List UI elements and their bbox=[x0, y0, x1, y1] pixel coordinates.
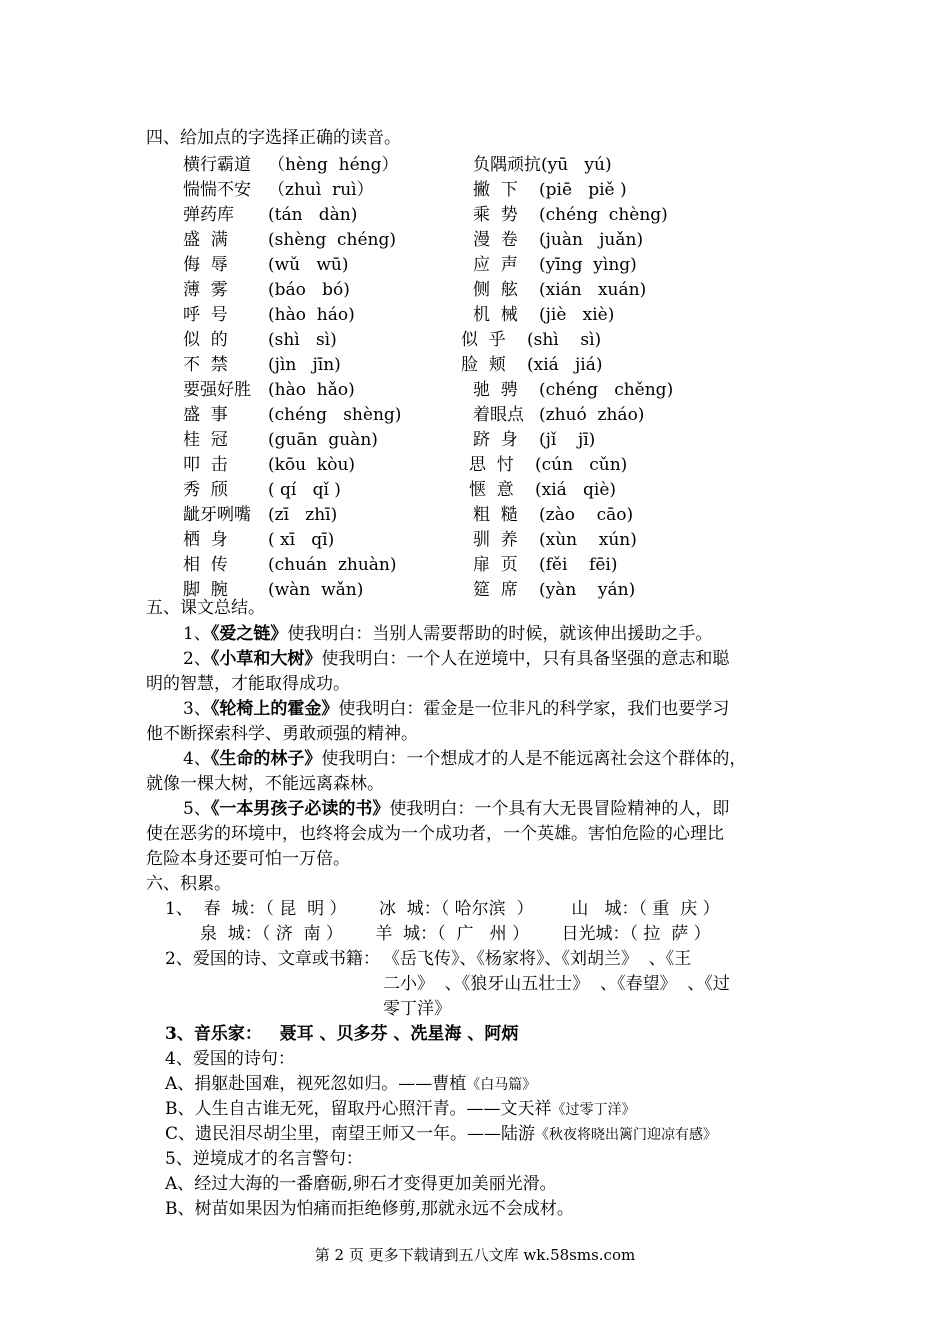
text-title: 《生命的林子》 bbox=[210, 749, 322, 769]
pronunciation-left bbox=[183, 525, 334, 550]
poem-a bbox=[165, 1072, 536, 1097]
pronunciation-left bbox=[183, 225, 396, 250]
poem-c bbox=[165, 1122, 717, 1147]
word: 呼 号 bbox=[183, 305, 228, 325]
city-nicknames-row-1: 1、 春 城：（ 昆 明 ） 冰 城：（ 哈尔滨 ） 山 城：（ 重 庆 ） bbox=[165, 899, 720, 919]
item-number: 5、 bbox=[183, 799, 211, 819]
word: 横行霸道 bbox=[183, 155, 251, 175]
pronunciation-left bbox=[183, 500, 337, 525]
item-text: 使我明白：霍金是一位非凡的科学家，我们也要学习 bbox=[338, 699, 730, 719]
word: 驰 骋 bbox=[473, 380, 518, 400]
pronunciation-right bbox=[473, 550, 617, 575]
pronunciation-right bbox=[473, 250, 637, 275]
pinyin-options: (xiá jiá) bbox=[527, 355, 603, 375]
word: 应 声 bbox=[473, 255, 518, 275]
city-nicknames-row-2: 泉 城：（ 济 南 ） 羊 城：（ 广 州 ） 日光城：（ 拉 萨 ） bbox=[200, 924, 711, 944]
poem-b bbox=[165, 1097, 636, 1122]
section4-heading: 四、给加点的字选择正确的读音。 bbox=[146, 128, 401, 148]
pinyin-options: (chéng chěng) bbox=[539, 380, 674, 400]
poem-text: C、遗民泪尽胡尘里，南望王师又一年。——陆游 bbox=[165, 1124, 536, 1144]
pronunciation-right bbox=[473, 375, 673, 400]
word: 相 传 bbox=[183, 555, 228, 575]
pinyin-options: (shì sì) bbox=[527, 330, 602, 350]
pronunciation-right bbox=[473, 500, 633, 525]
pronunciation-right bbox=[469, 450, 627, 475]
item-text-cont: 使在恶劣的环境中，也终将会成为一个成功者，一个英雄。害怕危险的心理比 bbox=[146, 824, 724, 844]
pinyin-options: (wàn wǎn) bbox=[268, 580, 364, 600]
pinyin-options: (guān guàn) bbox=[268, 430, 378, 450]
pronunciation-left bbox=[183, 325, 337, 350]
pinyin-options: (wǔ wū) bbox=[268, 255, 349, 275]
pinyin-options: (juàn juǎn) bbox=[539, 230, 644, 250]
pronunciation-right bbox=[469, 475, 616, 500]
pronunciation-left bbox=[183, 300, 355, 325]
pinyin-options: (tán dàn) bbox=[268, 205, 358, 225]
item-text-cont: 他不断探索科学、勇敢顽强的精神。 bbox=[146, 724, 418, 744]
item-number: 2、 bbox=[183, 649, 211, 669]
pronunciation-left bbox=[183, 475, 341, 500]
pronunciation-left bbox=[183, 200, 357, 225]
section6-heading: 六、积累。 bbox=[146, 874, 231, 894]
pronunciation-right bbox=[473, 150, 612, 175]
pinyin-options: (báo bó) bbox=[268, 280, 350, 300]
word: 粗 糙 bbox=[473, 505, 518, 525]
pinyin-options: (yū yú) bbox=[541, 155, 612, 175]
pronunciation-left bbox=[183, 250, 348, 275]
books-line: 《岳飞传》、《杨家将》、《刘胡兰》 、《王 bbox=[383, 949, 692, 969]
item-text: 使我明白：一个人在逆境中，只有具备坚强的意志和聪 bbox=[321, 649, 730, 669]
musicians-line: 3、音乐家： 聂耳 、贝多芬 、冼星海 、阿炳 bbox=[165, 1024, 519, 1044]
word: 扉 页 bbox=[473, 555, 518, 575]
item-text-cont: 危险本身还要可怕一万倍。 bbox=[146, 849, 350, 869]
word: 惴惴不安 bbox=[183, 180, 251, 200]
pinyin-options: (shèng chéng) bbox=[268, 230, 396, 250]
word: 着眼点 bbox=[473, 405, 524, 425]
poem-source: 《过零丁洋》 bbox=[551, 1102, 636, 1118]
word: 秀 颀 bbox=[183, 480, 228, 500]
word: 弹药库 bbox=[183, 205, 234, 225]
word: 似 乎 bbox=[461, 330, 506, 350]
pronunciation-left bbox=[183, 375, 355, 400]
pronunciation-right bbox=[461, 350, 602, 375]
word: 龇牙咧嘴 bbox=[183, 505, 251, 525]
pronunciation-right bbox=[473, 425, 595, 450]
pinyin-options: （zhuì ruì） bbox=[268, 180, 374, 200]
pronunciation-right bbox=[473, 575, 635, 600]
word: 要强好胜 bbox=[183, 380, 251, 400]
pinyin-options: (xián xuán) bbox=[539, 280, 647, 300]
word: 机 械 bbox=[473, 305, 518, 325]
word: 思 忖 bbox=[469, 455, 514, 475]
books-line: 零丁洋》 bbox=[383, 999, 451, 1019]
pronunciation-left bbox=[183, 450, 355, 475]
pinyin-options: (jiè xiè) bbox=[539, 305, 615, 325]
pinyin-options: (xùn xún) bbox=[539, 530, 637, 550]
poem-text: B、人生自古谁无死，留取丹心照汗青。——文天祥 bbox=[165, 1099, 552, 1119]
pinyin-options: (jìn jīn) bbox=[268, 355, 341, 375]
pinyin-options: (zhuó zháo) bbox=[539, 405, 645, 425]
text-title: 《小草和大树》 bbox=[210, 649, 322, 669]
word: 负隅顽抗 bbox=[473, 155, 541, 175]
pronunciation-left bbox=[183, 150, 399, 175]
poem-text: A、捐躯赴国难，视死忽如归。——曹植 bbox=[165, 1074, 467, 1094]
word: 驯 养 bbox=[473, 530, 518, 550]
pinyin-options: (jǐ jī) bbox=[539, 430, 596, 450]
pinyin-options: (hào háo) bbox=[268, 305, 355, 325]
pinyin-options: (chéng shèng) bbox=[268, 405, 402, 425]
page-footer: 第 2 页 更多下载请到五八文库 wk.58sms.com bbox=[314, 1246, 636, 1264]
quotes-label: 5、逆境成才的名言警句： bbox=[165, 1149, 363, 1169]
pronunciation-left bbox=[183, 175, 374, 200]
item-text: 使我明白：当别人需要帮助的时候，就该伸出援助之手。 bbox=[287, 624, 713, 644]
word: 桂 冠 bbox=[183, 430, 228, 450]
pinyin-options: (yàn yán) bbox=[539, 580, 636, 600]
text-title: 《轮椅上的霍金》 bbox=[210, 699, 339, 719]
item-text: 使我明白：一个想成才的人是不能远离社会这个群体的， bbox=[321, 749, 747, 769]
word: 脚 腕 bbox=[183, 580, 228, 600]
item-text-cont: 就像一棵大树，不能远离森林。 bbox=[146, 774, 384, 794]
item-text: 使我明白：一个具有大无畏冒险精神的人，即 bbox=[389, 799, 730, 819]
item-number: 4、 bbox=[183, 749, 211, 769]
word: 撇 下 bbox=[473, 180, 518, 200]
word: 惬 意 bbox=[469, 480, 514, 500]
pronunciation-right bbox=[473, 275, 646, 300]
pronunciation-right bbox=[473, 400, 644, 425]
word: 跻 身 bbox=[473, 430, 518, 450]
pinyin-options: ( xī qī) bbox=[268, 530, 335, 550]
quote-a: A、经过大海的一番磨砺,卵石才变得更加美丽光滑。 bbox=[165, 1174, 557, 1194]
poem-source: 《白马篇》 bbox=[466, 1077, 537, 1093]
poem-source: 《秋夜将晓出篱门迎凉有感》 bbox=[535, 1127, 718, 1143]
pronunciation-right bbox=[461, 325, 601, 350]
pronunciation-right bbox=[473, 225, 643, 250]
word: 乘 势 bbox=[473, 205, 518, 225]
books-label: 2、爱国的诗、文章或书籍： bbox=[165, 949, 380, 969]
pronunciation-left bbox=[183, 425, 378, 450]
word: 脸 颊 bbox=[461, 355, 506, 375]
item-text-cont: 明的智慧，才能取得成功。 bbox=[146, 674, 350, 694]
word: 不 禁 bbox=[183, 355, 228, 375]
word: 筵 席 bbox=[473, 580, 518, 600]
pinyin-options: (zī zhī) bbox=[268, 505, 338, 525]
pinyin-options: （hèng héng） bbox=[268, 155, 399, 175]
pinyin-options: (yīng yìng) bbox=[539, 255, 637, 275]
pinyin-options: (kōu kòu) bbox=[268, 455, 356, 475]
pinyin-options: (fěi fēi) bbox=[539, 555, 618, 575]
pinyin-options: (chuán zhuàn) bbox=[268, 555, 397, 575]
pinyin-options: ( qí qǐ ) bbox=[268, 480, 341, 500]
section5-heading: 五、课文总结。 bbox=[146, 598, 265, 618]
quote-b: B、树苗如果因为怕痛而拒绝修剪,那就永远不会成材。 bbox=[165, 1199, 574, 1219]
pronunciation-right bbox=[473, 175, 627, 200]
pinyin-options: (chéng chèng) bbox=[539, 205, 668, 225]
pronunciation-right bbox=[473, 200, 668, 225]
pinyin-options: (piē piě ) bbox=[539, 180, 627, 200]
poems-label: 4、爱国的诗句： bbox=[165, 1049, 295, 1069]
item-number: 3、 bbox=[183, 699, 211, 719]
pronunciation-left bbox=[183, 275, 350, 300]
word: 盛 事 bbox=[183, 405, 228, 425]
pinyin-options: (hào hǎo) bbox=[268, 380, 355, 400]
word: 漫 卷 bbox=[473, 230, 518, 250]
pronunciation-right bbox=[473, 300, 614, 325]
pinyin-options: (xiá qiè) bbox=[535, 480, 617, 500]
pronunciation-left bbox=[183, 400, 401, 425]
pronunciation-left bbox=[183, 350, 341, 375]
text-title: 《爱之链》 bbox=[210, 624, 288, 644]
word: 栖 身 bbox=[183, 530, 228, 550]
item-number: 1、 bbox=[183, 624, 211, 644]
pronunciation-right bbox=[473, 525, 637, 550]
pronunciation-left bbox=[183, 550, 397, 575]
text-title: 《一本男孩子必读的书》 bbox=[210, 799, 390, 819]
word: 侮 辱 bbox=[183, 255, 228, 275]
pinyin-options: (cún cǔn) bbox=[535, 455, 628, 475]
books-line: 二小》 、《狼牙山五壮士》 、《春望》 、《过 bbox=[383, 974, 730, 994]
word: 薄 雾 bbox=[183, 280, 228, 300]
word: 似 的 bbox=[183, 330, 228, 350]
pinyin-options: (zào cāo) bbox=[539, 505, 634, 525]
word: 盛 满 bbox=[183, 230, 228, 250]
word: 侧 舷 bbox=[473, 280, 518, 300]
pinyin-options: (shì sì) bbox=[268, 330, 337, 350]
word: 叩 击 bbox=[183, 455, 228, 475]
